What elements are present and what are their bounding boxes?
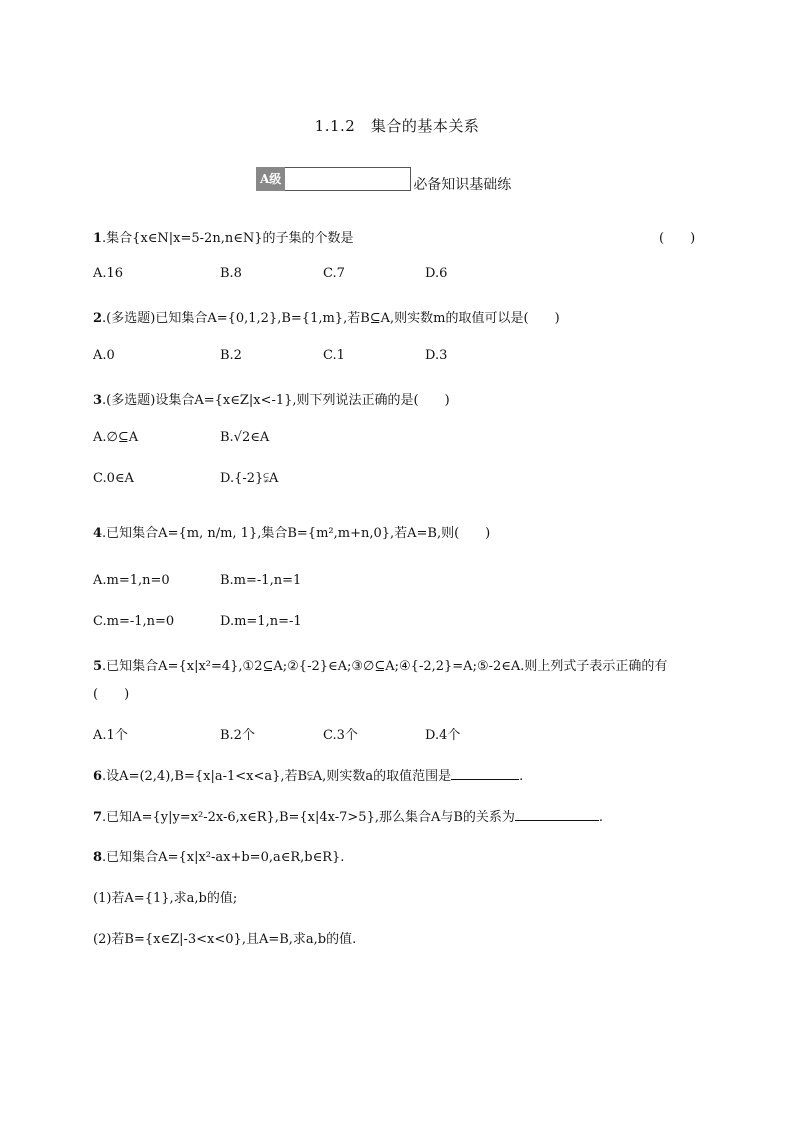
option-d: D.6	[425, 266, 448, 281]
question-number: 5	[93, 659, 103, 674]
question-text-pre: .已知集合A=	[102, 526, 179, 541]
answer-paren: ( )	[93, 687, 130, 702]
question-text: .已知A={y|y=x²-2x-6,x∈R},B={x|4x-7>5},那么集合A与B的关系为	[102, 810, 515, 825]
answer-paren: ( )	[659, 231, 696, 246]
question-number: 3	[93, 393, 103, 408]
question-number: 1	[93, 231, 103, 246]
option-c: C.7	[323, 266, 345, 281]
question-text: .已知集合A={x|x²-ax+b=0,a∈R,b∈R}.	[102, 850, 345, 865]
question-number: 8	[93, 850, 103, 865]
question-8-part-1: (1)若A={1},求a,b的值;	[93, 891, 238, 906]
question-text: .已知集合A={x|x²=4},①2⊆A;②{-2}∈A;③∅⊆A;④{-2,2}=A;⑤-2∈A.则上列式子表示正确的有	[102, 659, 668, 674]
question-8	[93, 846, 344, 865]
question-number: 2	[93, 311, 103, 326]
option-c: C.1	[323, 348, 345, 363]
question-1	[93, 227, 353, 246]
option-d: D.3	[425, 348, 448, 363]
option-c: C.m=-1,n=0	[93, 614, 175, 629]
option-c: C.0∈A	[93, 471, 134, 486]
option-d: D.4个	[425, 728, 461, 743]
question-2	[93, 307, 560, 326]
question-text: .(多选题)已知集合A={0,1,2},B={1,m},若B⊆A,则实数m的取值可以是( )	[102, 311, 560, 326]
option-b: B.√2∈A	[220, 430, 270, 445]
question-number: 7	[93, 810, 103, 825]
level-badge-box	[285, 167, 411, 191]
answer-blank[interactable]	[515, 808, 599, 821]
option-d: D.m=1,n=-1	[220, 614, 302, 629]
question-text-post: ,集合B={m²,m+n,0},若A=B,则( )	[257, 526, 491, 541]
level-text: 必备知识基础练	[413, 177, 512, 193]
option-b: B.8	[220, 266, 242, 281]
question-end: .	[598, 810, 604, 825]
option-a: A.m=1,n=0	[93, 573, 170, 588]
question-3	[93, 389, 450, 408]
question-text: .(多选题)设集合A={x∈Z|x<-1},则下列说法正确的是( )	[102, 393, 450, 408]
option-a: A.1个	[93, 728, 128, 743]
option-b: B.2	[220, 348, 242, 363]
question-end: .	[519, 769, 524, 784]
question-6	[93, 765, 523, 784]
level-header	[256, 165, 511, 191]
option-d: D.{-2}⫋A	[220, 471, 279, 486]
level-badge: A级	[256, 167, 285, 191]
option-a: A.∅⊆A	[93, 430, 139, 445]
answer-blank[interactable]	[451, 767, 519, 780]
question-number: 6	[93, 769, 103, 784]
question-8-part-2: (2)若B={x∈Z|-3<x<0},且A=B,求a,b的值.	[93, 932, 357, 947]
question-text: .设A=(2,4),B={x|a-1<x<a},若B⫋A,则实数a的取值范围是	[102, 769, 452, 784]
set-a-expression: {m, n/m, 1}	[178, 526, 258, 541]
option-b: B.2个	[220, 728, 255, 743]
question-7	[93, 806, 603, 825]
page-title: 1.1.2 集合的基本关系	[314, 117, 480, 135]
question-4	[93, 522, 490, 541]
option-a: A.0	[93, 348, 115, 363]
option-b: B.m=-1,n=1	[220, 573, 302, 588]
question-5	[93, 655, 667, 674]
question-number: 4	[93, 526, 103, 541]
option-c: C.3个	[323, 728, 358, 743]
option-a: A.16	[93, 266, 124, 281]
question-text: .集合{x∈N|x=5-2n,n∈N}的子集的个数是	[102, 231, 354, 246]
